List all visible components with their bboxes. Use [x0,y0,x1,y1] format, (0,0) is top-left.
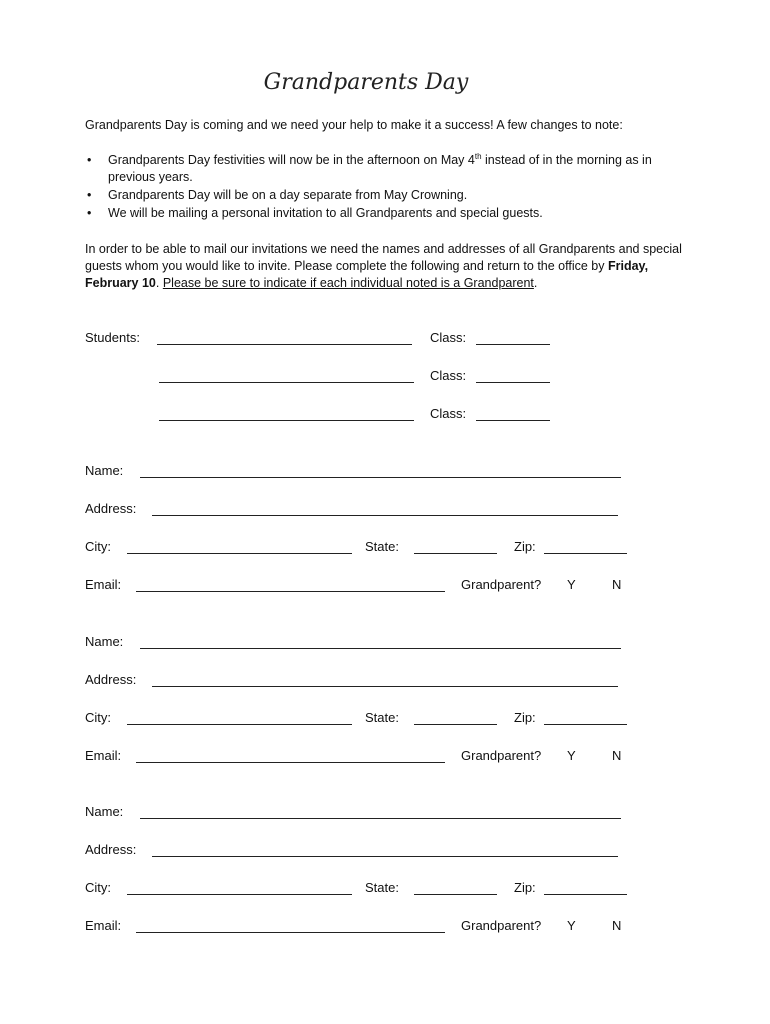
address-label: Address: [85,842,137,857]
address-field[interactable] [152,686,618,687]
name-field[interactable] [140,818,621,819]
name-label: Name: [85,634,124,649]
class-label: Class: [430,406,467,421]
zip-field[interactable] [544,894,627,895]
list-item: • Grandparents Day will be on a day separate from May Crowning. [87,188,468,202]
city-label: City: [85,539,111,554]
grandparent-label: Grandparent? [461,748,542,763]
city-field[interactable] [127,553,352,554]
grandparent-no-option[interactable]: N [612,577,622,592]
bullet-icon: • [87,153,92,167]
zip-label: Zip: [514,880,536,895]
class-field-1[interactable] [476,344,550,345]
grandparent-yes-option[interactable]: Y [567,577,576,592]
state-field[interactable] [414,553,497,554]
state-field[interactable] [414,724,497,725]
city-label: City: [85,710,111,725]
zip-field[interactable] [544,724,627,725]
email-field[interactable] [136,932,445,933]
name-label: Name: [85,804,124,819]
grandparent-note: Please be sure to indicate if each individual noted is a Grandparent [162,276,534,290]
intro-text: Grandparents Day is coming and we need your help to make it a success! A few changes to note: [85,118,623,132]
class-field-3[interactable] [476,420,550,421]
address-label: Address: [85,501,137,516]
student-field-1[interactable] [157,344,412,345]
list-item: • We will be mailing a personal invitation to all Grandparents and special guests. [87,206,543,220]
email-field[interactable] [136,762,445,763]
grandparent-no-option[interactable]: N [612,748,622,763]
grandparent-yes-option[interactable]: Y [567,918,576,933]
student-field-2[interactable] [159,382,414,383]
state-label: State: [365,710,399,725]
email-label: Email: [85,748,122,763]
zip-field[interactable] [544,553,627,554]
city-field[interactable] [127,724,352,725]
zip-label: Zip: [514,710,536,725]
state-label: State: [365,880,399,895]
email-label: Email: [85,577,122,592]
class-field-2[interactable] [476,382,550,383]
state-field[interactable] [414,894,497,895]
bullet-icon: • [87,206,92,220]
instructions-paragraph: In order to be able to mail our invitations we need the names and addresses of all Grandparents and special guests whom you would like to invite. Please complete the following and return to the office by Friday, February 10. Please be sure to indicate if each individual noted is a Grandparent. [85,242,682,290]
name-field[interactable] [140,648,621,649]
zip-label: Zip: [514,539,536,554]
grandparent-no-option[interactable]: N [612,918,622,933]
city-field[interactable] [127,894,352,895]
grandparent-label: Grandparent? [461,918,542,933]
class-label: Class: [430,330,467,345]
class-label: Class: [430,368,467,383]
address-field[interactable] [152,856,618,857]
address-field[interactable] [152,515,618,516]
student-field-3[interactable] [159,420,414,421]
grandparent-yes-option[interactable]: Y [567,748,576,763]
page-title: Grandparents Day [263,70,469,95]
email-field[interactable] [136,591,445,592]
email-label: Email: [85,918,122,933]
name-label: Name: [85,463,124,478]
change-list [85,152,685,223]
due-date: Friday, February 10 [85,259,649,290]
state-label: State: [365,539,399,554]
address-label: Address: [85,672,137,687]
bullet-icon: • [87,188,92,202]
list-item: • Grandparents Day festivities will now be in the afternoon on May 4th instead of in the morning as in previous years. [87,151,652,184]
grandparent-label: Grandparent? [461,577,542,592]
city-label: City: [85,880,111,895]
students-label: Students: [85,330,140,345]
name-field[interactable] [140,477,621,478]
